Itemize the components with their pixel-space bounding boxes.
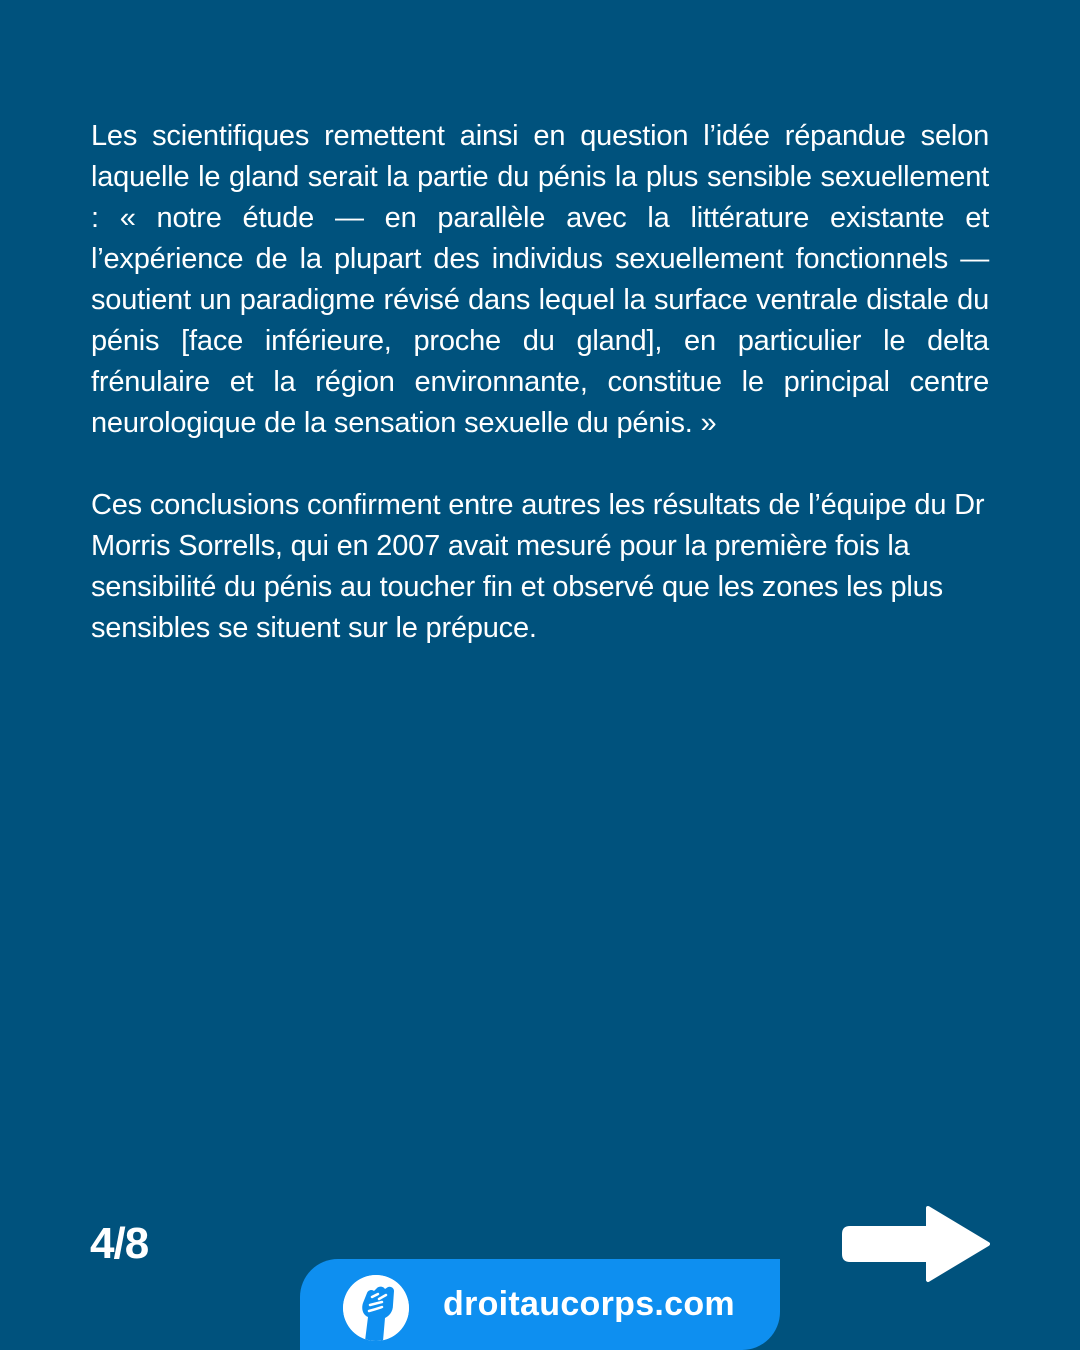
paragraph-2: Ces conclusions confirment entre autres les résultats de l’équipe du Dr Morris Sorrells, qui en 2007 avait mesuré pour la première fois la sensibilité du pénis au toucher fin et observé que les zones les plus sensibles se situent sur le prépuce. [91,489,985,644]
raised-fist-icon [343,1275,409,1341]
website-link[interactable]: droitaucorps.com [443,1285,735,1323]
slide-text [91,116,989,649]
page-counter: 4/8 [90,1219,149,1268]
paragraph-1: Les scientifiques remettent ainsi en question l’idée répandue selon laquelle le gland serait la partie du pénis la plus sensible sexuellement : « notre étude — en parallèle avec la littérature existante et l’expérience de la plupart des individus sexuellement fonctionnels — soutient un paradigme révisé dans lequel la surface ventrale distale du pénis [face inférieure, proche du gland], en particulier le delta frénulaire et la région environnante, constitue le principal centre neurologique de la sensation sexuelle du pénis. » [91,120,989,439]
brand-bar[interactable] [300,1259,780,1350]
right-arrow-icon[interactable] [842,1204,990,1284]
